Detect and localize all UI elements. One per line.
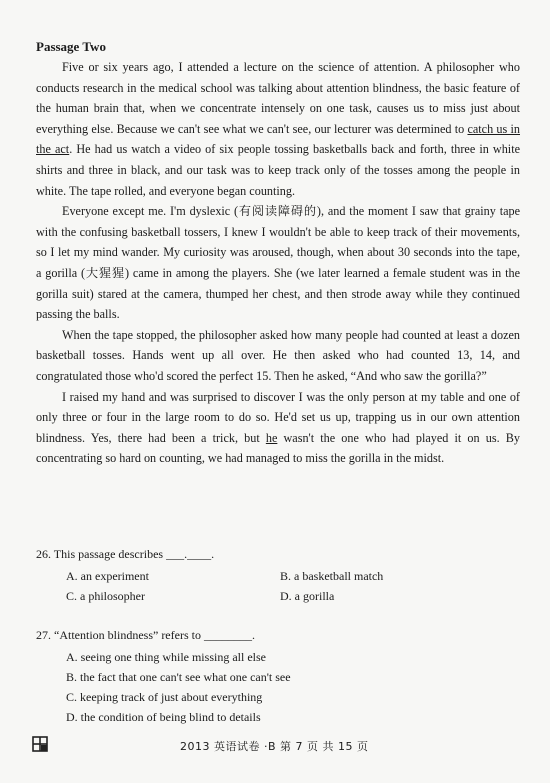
question-27-stem: 27. “Attention blindness” refers to ________. <box>36 628 255 642</box>
underlined-word-he: he <box>265 430 278 445</box>
question-27-option-c[interactable]: C. keeping track of just about everything <box>66 690 263 704</box>
question-26-option-b[interactable]: B. a basketball match <box>280 569 384 583</box>
paragraph-4-part-a: I raised my hand and was surprised to discover I was the only person at my table and one of only three or four in the large room to do so. He'd set us up, trapping us in our own attention blindness. Yes, there had been a trick, but <box>36 389 520 445</box>
paragraph-4 <box>36 387 520 469</box>
paragraph-1-part-b: . He had us watch a video of six people tossing basketballs back and forth, three in white shirts and three in black, and our task was to keep track only of the tosses among the people in white. The tape rolled, and everyone began counting. <box>36 142 520 198</box>
passage-title: Passage Two <box>36 39 106 54</box>
question-26-options <box>66 566 526 606</box>
question-27-option-d[interactable]: D. the condition of being blind to details <box>66 710 261 724</box>
question-26-stem: 26. This passage describes ___.____. <box>36 547 215 561</box>
question-27-option-b[interactable]: B. the fact that one can't see what one can't see <box>66 670 291 684</box>
page-footer <box>0 738 550 758</box>
paragraph-1-part-a: Five or six years ago, I attended a lecture on the science of attention. A philosopher who conducts research in the medical school was talking about attention blindness, the basic feature of the human brain that, when we concentrate intensely on one task, causes us to miss just about everything else. Because we can't see what we can't see, our lecturer was determined to <box>36 60 520 136</box>
question-26-option-c[interactable]: C. a philosopher <box>66 589 145 603</box>
paragraph-3: When the tape stopped, the philosopher asked how many people had counted at least a dozen basketball tosses. Hands went up all over. He then asked who had counted 13, 14, and congratulated those who'd scored the perfect 15. Then he asked, “And who saw the gorilla?” <box>36 327 520 383</box>
paragraph-2: Everyone except me. I'm dyslexic (有阅读障碍的), and the moment I saw that grainy tape with the confusing basketball tossers, I knew I wouldn't be able to keep track of their movements, so I let my mind wander. My curiosity was aroused, though, when about 30 seconds into the tape, a gorilla (大猩猩) came in among the players. She (we later learned a female student was in the gorilla suit) stared at the camera, thumped her chest, and then strode away while they continued passing the balls. <box>36 204 520 322</box>
footer-page-info: 2013 英语试卷 ·B 第 7 页 共 15 页 <box>180 740 369 753</box>
registration-mark-icon <box>32 736 50 754</box>
passage-body <box>36 57 520 469</box>
paragraph-4-part-b: wasn't the one who had played it on us. By concentrating so hard on counting, we had managed to miss the gorilla in the midst. <box>36 430 520 466</box>
question-26 <box>36 547 526 606</box>
paragraph-1 <box>36 57 520 201</box>
question-27 <box>36 628 526 727</box>
question-26-option-d[interactable]: D. a gorilla <box>280 589 335 603</box>
question-26-option-a[interactable]: A. an experiment <box>66 569 149 583</box>
question-27-options <box>66 647 526 727</box>
underlined-phrase-catch-us: catch us in the act <box>36 121 520 157</box>
question-27-option-a[interactable]: A. seeing one thing while missing all else <box>66 650 266 664</box>
